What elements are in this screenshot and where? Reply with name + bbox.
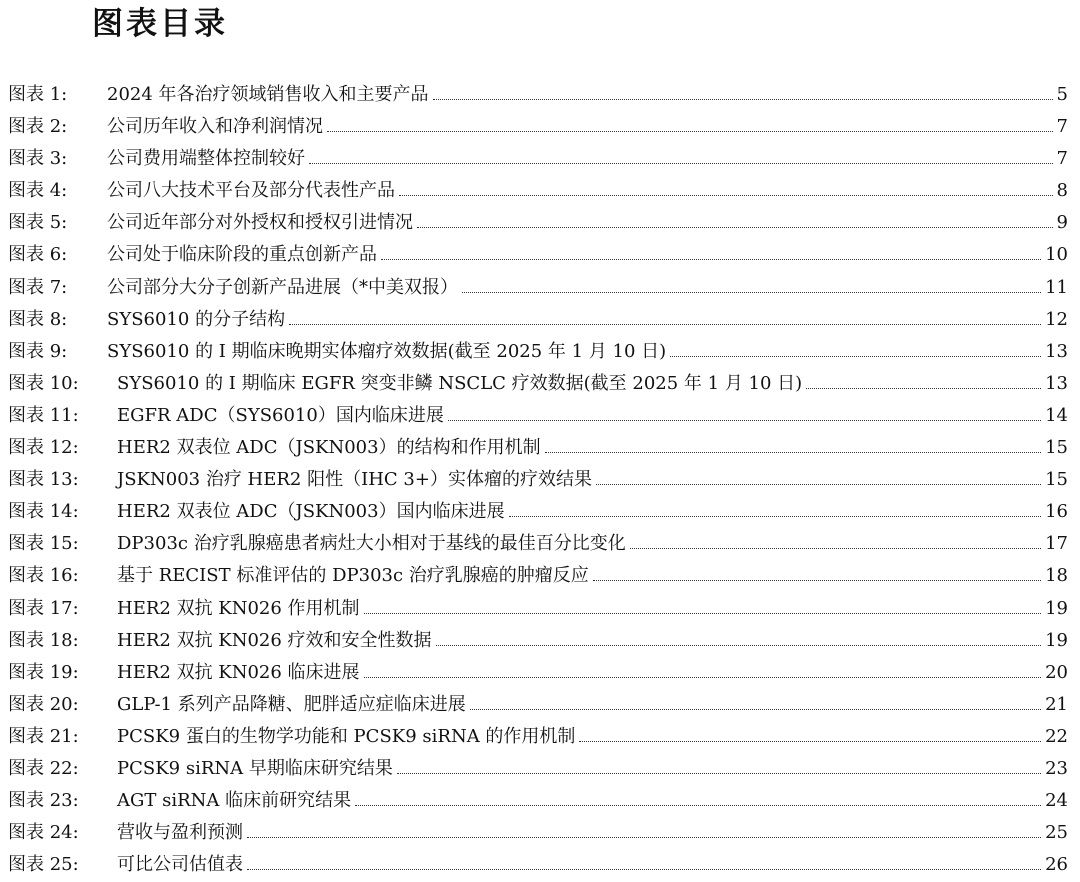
toc-entry-title[interactable]: SYS6010 的 I 期临床 EGFR 突变非鳞 NSCLC 疗效数据(截至 2025 年 1 月 10 日) bbox=[117, 372, 803, 394]
toc-entry-page[interactable]: 26 bbox=[1045, 854, 1068, 876]
toc-entry-page[interactable]: 8 bbox=[1056, 180, 1068, 202]
toc-entry-title[interactable]: HER2 双抗 KN026 作用机制 bbox=[117, 597, 360, 619]
toc-entry-page[interactable]: 24 bbox=[1045, 790, 1068, 812]
toc-dot-leader bbox=[364, 613, 1042, 614]
toc-entry-title[interactable]: DP303c 治疗乳腺癌患者病灶大小相对于基线的最佳百分比变化 bbox=[117, 533, 626, 555]
toc-dot-leader bbox=[436, 645, 1042, 646]
page-title: 图表目录 bbox=[92, 6, 228, 42]
toc-dot-leader bbox=[470, 709, 1041, 710]
toc-entry[interactable] bbox=[0, 690, 1080, 722]
toc-entry-page[interactable]: 10 bbox=[1045, 244, 1068, 266]
toc-dot-leader bbox=[433, 99, 1053, 100]
toc-entry-label: 图表 19: bbox=[8, 661, 79, 683]
toc-entry-label: 图表 23: bbox=[8, 790, 79, 812]
toc-entry-label: 图表 22: bbox=[8, 757, 79, 779]
toc-entry[interactable] bbox=[0, 305, 1080, 337]
toc-entry-title[interactable]: 公司处于临床阶段的重点创新产品 bbox=[107, 244, 377, 266]
toc-dot-leader bbox=[670, 356, 1041, 357]
toc-entry-label: 图表 3: bbox=[8, 148, 68, 170]
toc-entry[interactable] bbox=[0, 208, 1080, 240]
toc-dot-leader bbox=[399, 195, 1053, 196]
toc-entry[interactable] bbox=[0, 465, 1080, 497]
toc-entry-title[interactable]: EGFR ADC（SYS6010）国内临床进展 bbox=[117, 404, 444, 426]
toc-dot-leader bbox=[327, 131, 1053, 132]
toc-entry-title[interactable]: AGT siRNA 临床前研究结果 bbox=[117, 790, 352, 812]
toc-entry-title[interactable]: HER2 双表位 ADC（JSKN003）的结构和作用机制 bbox=[117, 437, 541, 459]
toc-entry[interactable] bbox=[0, 529, 1080, 561]
toc-dot-leader bbox=[309, 163, 1053, 164]
toc-entry-title[interactable]: HER2 双抗 KN026 疗效和安全性数据 bbox=[117, 629, 432, 651]
toc-entry[interactable] bbox=[0, 626, 1080, 658]
toc-entry[interactable] bbox=[0, 594, 1080, 626]
toc-entry-title[interactable]: HER2 双抗 KN026 临床进展 bbox=[117, 661, 360, 683]
toc-entry-label: 图表 9: bbox=[8, 340, 68, 362]
toc-entry-label: 图表 13: bbox=[8, 469, 79, 491]
toc-dot-leader bbox=[448, 420, 1041, 421]
toc-entry[interactable] bbox=[0, 176, 1080, 208]
toc-entry-title[interactable]: 公司部分大分子创新产品进展（*中美双报） bbox=[107, 276, 458, 298]
toc-entry[interactable] bbox=[0, 80, 1080, 112]
toc-entry-page[interactable]: 7 bbox=[1056, 148, 1068, 170]
toc-entry-title[interactable]: PCSK9 siRNA 早期临床研究结果 bbox=[117, 757, 393, 779]
toc-entry-title[interactable]: 营收与盈利预测 bbox=[117, 822, 243, 844]
toc-entry[interactable] bbox=[0, 240, 1080, 272]
toc-entry-label: 图表 7: bbox=[8, 276, 68, 298]
toc-entry-label: 图表 5: bbox=[8, 212, 68, 234]
toc-entry-title[interactable]: PCSK9 蛋白的生物学功能和 PCSK9 siRNA 的作用机制 bbox=[117, 725, 576, 747]
toc-entry-label: 图表 2: bbox=[8, 116, 68, 138]
toc-entry-page[interactable]: 11 bbox=[1045, 276, 1068, 298]
toc-entry-title[interactable]: 公司八大技术平台及部分代表性产品 bbox=[107, 180, 395, 202]
toc-entry-label: 图表 20: bbox=[8, 693, 79, 715]
toc-dot-leader bbox=[462, 292, 1041, 293]
toc-list bbox=[0, 80, 1080, 882]
toc-entry[interactable] bbox=[0, 561, 1080, 593]
toc-entry-label: 图表 10: bbox=[8, 372, 79, 394]
toc-entry-page[interactable]: 21 bbox=[1045, 693, 1068, 715]
toc-dot-leader bbox=[593, 580, 1041, 581]
toc-entry-label: 图表 14: bbox=[8, 501, 79, 523]
toc-entry-label: 图表 6: bbox=[8, 244, 68, 266]
toc-entry-label: 图表 15: bbox=[8, 533, 79, 555]
toc-entry-label: 图表 17: bbox=[8, 597, 79, 619]
toc-entry-page[interactable]: 9 bbox=[1056, 212, 1068, 234]
toc-dot-leader bbox=[289, 324, 1041, 325]
toc-entry-page[interactable]: 15 bbox=[1045, 437, 1068, 459]
toc-dot-leader bbox=[381, 259, 1041, 260]
toc-entry[interactable] bbox=[0, 850, 1080, 882]
toc-entry[interactable] bbox=[0, 112, 1080, 144]
toc-entry[interactable] bbox=[0, 337, 1080, 369]
toc-entry-label: 图表 1: bbox=[8, 84, 68, 105]
toc-entry-page[interactable]: 20 bbox=[1045, 661, 1068, 683]
toc-entry-page[interactable]: 18 bbox=[1045, 565, 1068, 587]
toc-entry-label: 图表 21: bbox=[8, 725, 79, 747]
toc-entry-title[interactable]: 公司费用端整体控制较好 bbox=[107, 148, 305, 170]
toc-entry[interactable] bbox=[0, 144, 1080, 176]
toc-entry[interactable] bbox=[0, 369, 1080, 401]
toc-entry-title[interactable]: SYS6010 的分子结构 bbox=[107, 308, 286, 330]
toc-entry[interactable] bbox=[0, 786, 1080, 818]
toc-entry-label: 图表 4: bbox=[8, 180, 68, 202]
toc-entry-label: 图表 16: bbox=[8, 565, 79, 587]
toc-entry-title[interactable]: HER2 双表位 ADC（JSKN003）国内临床进展 bbox=[117, 501, 505, 523]
toc-dot-leader bbox=[596, 484, 1041, 485]
toc-entry[interactable] bbox=[0, 818, 1080, 850]
toc-dot-leader bbox=[397, 773, 1041, 774]
toc-entry-page[interactable]: 22 bbox=[1045, 725, 1068, 747]
toc-entry[interactable] bbox=[0, 401, 1080, 433]
toc-entry-page[interactable]: 13 bbox=[1045, 340, 1068, 362]
toc-entry-page[interactable]: 15 bbox=[1045, 469, 1068, 491]
toc-entry-title[interactable]: 2024 年各治疗领域销售收入和主要产品 bbox=[107, 84, 429, 105]
toc-entry[interactable] bbox=[0, 433, 1080, 465]
toc-entry-page[interactable]: 23 bbox=[1045, 757, 1068, 779]
toc-dot-leader bbox=[417, 227, 1053, 228]
toc-dot-leader bbox=[579, 741, 1041, 742]
toc-entry-label: 图表 8: bbox=[8, 308, 68, 330]
toc-entry-page[interactable]: 16 bbox=[1045, 501, 1068, 523]
toc-entry-page[interactable]: 19 bbox=[1045, 629, 1068, 651]
toc-entry-page[interactable]: 12 bbox=[1045, 308, 1068, 330]
toc-entry-label: 图表 11: bbox=[8, 404, 79, 426]
toc-entry-title[interactable]: 可比公司估值表 bbox=[117, 854, 243, 876]
toc-entry-title[interactable]: 公司历年收入和净利润情况 bbox=[107, 116, 323, 138]
toc-entry-label: 图表 25: bbox=[8, 854, 79, 876]
toc-entry-page[interactable]: 5 bbox=[1056, 84, 1068, 105]
toc-entry-page[interactable]: 13 bbox=[1045, 372, 1068, 394]
toc-entry-page[interactable]: 25 bbox=[1045, 822, 1068, 844]
toc-entry[interactable] bbox=[0, 497, 1080, 529]
toc-entry-title[interactable]: GLP-1 系列产品降糖、肥胖适应症临床进展 bbox=[117, 693, 466, 715]
toc-entry-title[interactable]: SYS6010 的 I 期临床晚期实体瘤疗效数据(截至 2025 年 1 月 10 日) bbox=[107, 340, 667, 362]
toc-entry-label: 图表 18: bbox=[8, 629, 79, 651]
toc-entry[interactable] bbox=[0, 722, 1080, 754]
toc-dot-leader bbox=[247, 837, 1041, 838]
toc-entry-label: 图表 24: bbox=[8, 822, 79, 844]
toc-entry-title[interactable]: JSKN003 治疗 HER2 阳性（IHC 3+）实体瘤的疗效结果 bbox=[117, 469, 592, 491]
toc-entry-page[interactable]: 19 bbox=[1045, 597, 1068, 619]
toc-entry-page[interactable]: 17 bbox=[1045, 533, 1068, 555]
toc-entry[interactable] bbox=[0, 658, 1080, 690]
toc-dot-leader bbox=[630, 548, 1041, 549]
toc-dot-leader bbox=[355, 805, 1041, 806]
toc-entry[interactable] bbox=[0, 754, 1080, 786]
toc-entry-title[interactable]: 基于 RECIST 标准评估的 DP303c 治疗乳腺癌的肿瘤反应 bbox=[117, 565, 589, 587]
toc-dot-leader bbox=[509, 516, 1042, 517]
toc-dot-leader bbox=[545, 452, 1042, 453]
toc-dot-leader bbox=[806, 388, 1041, 389]
toc-entry-page[interactable]: 14 bbox=[1045, 404, 1068, 426]
toc-entry-title[interactable]: 公司近年部分对外授权和授权引进情况 bbox=[107, 212, 413, 234]
toc-entry-label: 图表 12: bbox=[8, 437, 79, 459]
toc-dot-leader bbox=[364, 677, 1042, 678]
toc-entry[interactable] bbox=[0, 273, 1080, 305]
toc-dot-leader bbox=[247, 869, 1041, 870]
toc-entry-page[interactable]: 7 bbox=[1056, 116, 1068, 138]
